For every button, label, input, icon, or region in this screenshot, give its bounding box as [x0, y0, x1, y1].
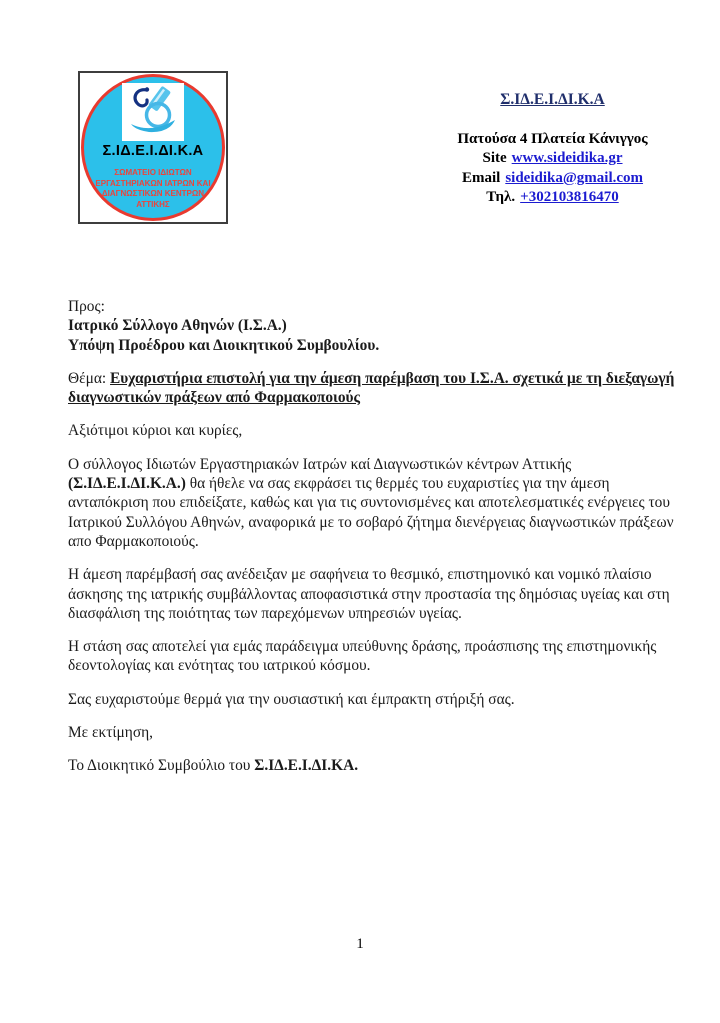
body-paragraph-3: Η στάση σας αποτελεί για εμάς παράδειγμα υπεύθυνης δράσης, προάσπισης της επιστημονικής δεοντολογίας και ενότητας του ιατρικού κόσμου.: [68, 638, 657, 675]
email-link[interactable]: sideidika@gmail.com: [505, 169, 644, 186]
closing-line: Με εκτίμηση,: [68, 724, 154, 742]
recipient-attention-line: Υπόψη Προέδρου και Διοικητικού Συμβουλίου.: [68, 336, 380, 354]
site-label: Site: [482, 150, 507, 166]
letterhead-contact: [415, 90, 690, 208]
org-name-title: [415, 90, 690, 111]
logo-subtitle: [84, 168, 222, 210]
recipient-label-line: Προς:: [68, 298, 105, 315]
phone-link[interactable]: +302103816470: [520, 189, 619, 205]
body-paragraph-2: Η άμεση παρέμβασή σας ανέδειξαν με σαφήνεια το θεσμικό, επιστημονικό και νομικό πλαίσιο άσκησης της ιατρικής συμβάλλοντας αποφασιστικά στην προστασία της δημόσιας υγείας και στη διασφάλιση της ποιότητας των παρεχόμενων υπηρεσιών υγείας.: [68, 566, 670, 622]
logo-circle: [81, 74, 225, 221]
phone-line: [415, 188, 690, 208]
logo-subtitle-line: ΕΡΓΑΣΤΗΡΙΑΚΩΝ ΙΑΤΡΩΝ ΚΑΙ: [95, 178, 211, 188]
email-label: Email: [461, 169, 501, 186]
body-paragraph-1: Ο σύλλογος Ιδιωτών Εργαστηριακών Ιατρών καί Διαγνωστικών κέντρων Αττικής (Σ.ΙΔ.Ε.Ι.ΔΙ.Κ.Α.) θα ήθελε να σας εκφράσει τις θερμές του ευχαριστίες για την άμεση ανταπόκριση που επιδείξατε, καθώς και για τις συντονισμένες και αποτελεσματικές ενέργειες του Ιατρικού Συλλόγου Αθηνών, αναφορικά με το σοβαρό ζήτημα διενέργειας διαγνωστικών πράξεων απο Φαρμακοποιούς.: [68, 455, 674, 550]
org-logo: [78, 71, 228, 224]
address-line: Πατούσα 4 Πλατεία Κάνιγγος: [457, 130, 648, 147]
signature-line: Το Διοικητικό Συμβούλιο του Σ.ΙΔ.Ε.Ι.ΔΙ.ΚΑ.: [68, 757, 359, 775]
org-name-text: Σ.ΙΔ.Ε.Ι.ΔΙ.Κ.Α: [500, 91, 605, 108]
salutation-line: Αξιότιμοι κύριοι και κυρίες,: [68, 422, 243, 440]
logo-acronym: Σ.ΙΔ.Ε.Ι.ΔΙ.Κ.Α: [102, 143, 204, 159]
page-number: 1: [356, 936, 364, 952]
site-line: [415, 149, 690, 169]
letter-body: [68, 297, 680, 776]
logo-subtitle-line: ΔΙΑΓΝΩΣΤΙΚΩΝ ΚΕΝΤΡΩΝ: [101, 189, 205, 198]
phone-label: Τηλ.: [486, 189, 516, 205]
logo-subtitle-line: ΑΤΤΙΚΗΣ: [136, 199, 170, 209]
website-link[interactable]: www.sideidika.gr: [511, 150, 623, 166]
logo-subtitle-line: ΣΩΜΑΤΕΙΟ ΙΔΙΩΤΩΝ: [114, 168, 192, 177]
subject-line: Θέμα: Ευχαριστήρια επιστολή για την άμεση παρέμβαση του Ι.Σ.Α. σχετικά με τη διεξαγωγή διαγνωστικών πράξεων από Φαρμακοποιούς: [68, 369, 675, 407]
recipient-org-line: Ιατρικό Σύλλογο Αθηνών (Ι.Σ.Α.): [68, 317, 287, 335]
email-line: [415, 169, 690, 189]
body-paragraph-4: Σας ευχαριστούμε θερμά για την ουσιαστική και έμπρακτη στήριξή σας.: [68, 690, 515, 708]
microscope-icon: [122, 83, 184, 141]
